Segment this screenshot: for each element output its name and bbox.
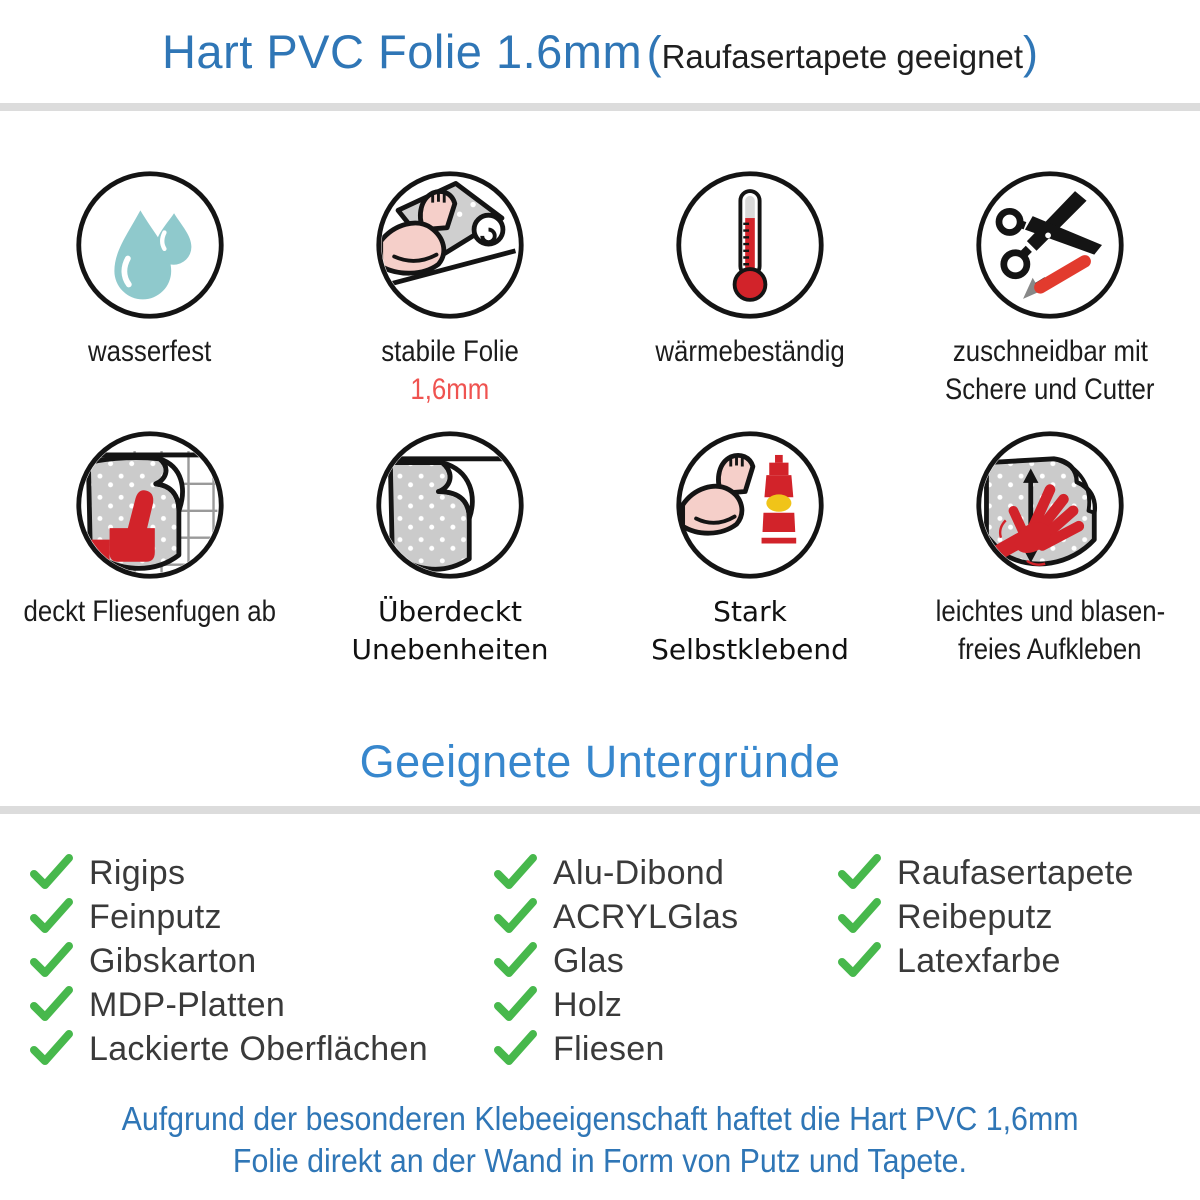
check-icon xyxy=(28,854,75,892)
substrate-label: Rigips xyxy=(89,853,186,892)
feature-unebenheiten xyxy=(300,428,600,669)
substrate-item xyxy=(28,895,428,939)
substrate-label: MDP-Platten xyxy=(89,985,286,1024)
feature-label: leichtes und blasen- freies Aufkleben xyxy=(935,595,1165,666)
substrate-item xyxy=(492,1027,738,1071)
substrate-label: ACRYLGlas xyxy=(553,897,739,936)
substrate-item xyxy=(836,851,1134,895)
feature-label: wasserfest xyxy=(88,335,212,368)
check-icon xyxy=(28,942,75,980)
substrate-item xyxy=(492,851,738,895)
feature-label: wärmebeständig xyxy=(655,335,845,368)
title-paren-close: ) xyxy=(1023,27,1038,78)
substrate-item xyxy=(492,983,738,1027)
substrates-column-2 xyxy=(492,851,738,1071)
thickness-value: 1,6mm xyxy=(410,373,490,406)
substrate-item xyxy=(28,939,428,983)
check-icon xyxy=(492,986,539,1024)
feature-zuschneidbar xyxy=(900,168,1200,409)
feature-label: Stark Selbstklebend xyxy=(651,595,849,666)
substrate-label: Latexfarbe xyxy=(897,941,1061,980)
thermometer-icon xyxy=(673,168,827,322)
feature-aufkleben xyxy=(900,428,1200,669)
thumbs-up-tile-foil-icon xyxy=(73,428,227,582)
substrate-label: Reibeputz xyxy=(897,897,1053,936)
feature-stabile-folie xyxy=(300,168,600,409)
feature-label: deckt Fliesenfugen ab xyxy=(23,595,277,628)
check-icon xyxy=(836,942,883,980)
substrate-item xyxy=(492,939,738,983)
substrates-column-3 xyxy=(836,851,1134,983)
substrate-item xyxy=(836,939,1134,983)
feature-fliesenfugen xyxy=(0,428,300,631)
check-icon xyxy=(28,898,75,936)
substrate-item xyxy=(28,983,428,1027)
feature-label: Überdeckt Unebenheiten xyxy=(351,595,549,666)
substrate-label: Gibskarton xyxy=(89,941,257,980)
muscle-arm-glue-tube-icon xyxy=(673,428,827,582)
substrate-item xyxy=(28,851,428,895)
feature-wasserfest xyxy=(0,168,300,371)
check-icon xyxy=(492,854,539,892)
substrate-item xyxy=(492,895,738,939)
feature-label: zuschneidbar mit Schere und Cutter xyxy=(945,335,1155,406)
substrate-label: Holz xyxy=(553,985,623,1024)
title-note: Raufasertapete geeignet xyxy=(661,38,1023,75)
substrate-item xyxy=(836,895,1134,939)
title-paren-open: ( xyxy=(646,27,662,78)
substrate-label: Glas xyxy=(553,941,625,980)
water-drops-icon xyxy=(73,168,227,322)
substrates-column-1 xyxy=(28,851,428,1071)
feature-waermebestaendig xyxy=(600,168,900,371)
substrate-label: Raufasertapete xyxy=(897,853,1134,892)
title-main: Hart PVC Folie 1.6mm xyxy=(161,25,643,78)
feature-selbstklebend xyxy=(600,428,900,669)
substrate-label: Lackierte Oberflächen xyxy=(89,1029,428,1068)
divider-bar xyxy=(0,806,1200,814)
check-icon xyxy=(492,942,539,980)
substrate-label: Alu-Dibond xyxy=(553,853,725,892)
check-icon xyxy=(836,898,883,936)
check-icon xyxy=(28,986,75,1024)
hand-smoothing-foil-icon xyxy=(973,428,1127,582)
divider-bar xyxy=(0,103,1200,111)
substrate-label: Feinputz xyxy=(89,897,222,936)
scissors-cutter-icon xyxy=(973,168,1127,322)
footer-line: Aufgrund der besonderen Klebeeigenschaft haftet die Hart PVC 1,6mm xyxy=(121,1100,1079,1137)
footer-note xyxy=(0,1098,1200,1182)
check-icon xyxy=(28,1030,75,1068)
feature-label: stabile Folie 1,6mm xyxy=(300,333,600,409)
substrate-item xyxy=(28,1027,428,1071)
check-icon xyxy=(492,898,539,936)
check-icon xyxy=(492,1030,539,1068)
substrate-label: Fliesen xyxy=(553,1029,665,1068)
muscle-arm-foil-roll-icon xyxy=(373,168,527,322)
footer-line: Folie direkt an der Wand in Form von Putz und Tapete. xyxy=(232,1142,968,1179)
page-title xyxy=(0,24,1200,79)
foil-fold-icon xyxy=(373,428,527,582)
check-icon xyxy=(836,854,883,892)
substrates-heading: Geeignete Untergründe xyxy=(359,736,841,787)
